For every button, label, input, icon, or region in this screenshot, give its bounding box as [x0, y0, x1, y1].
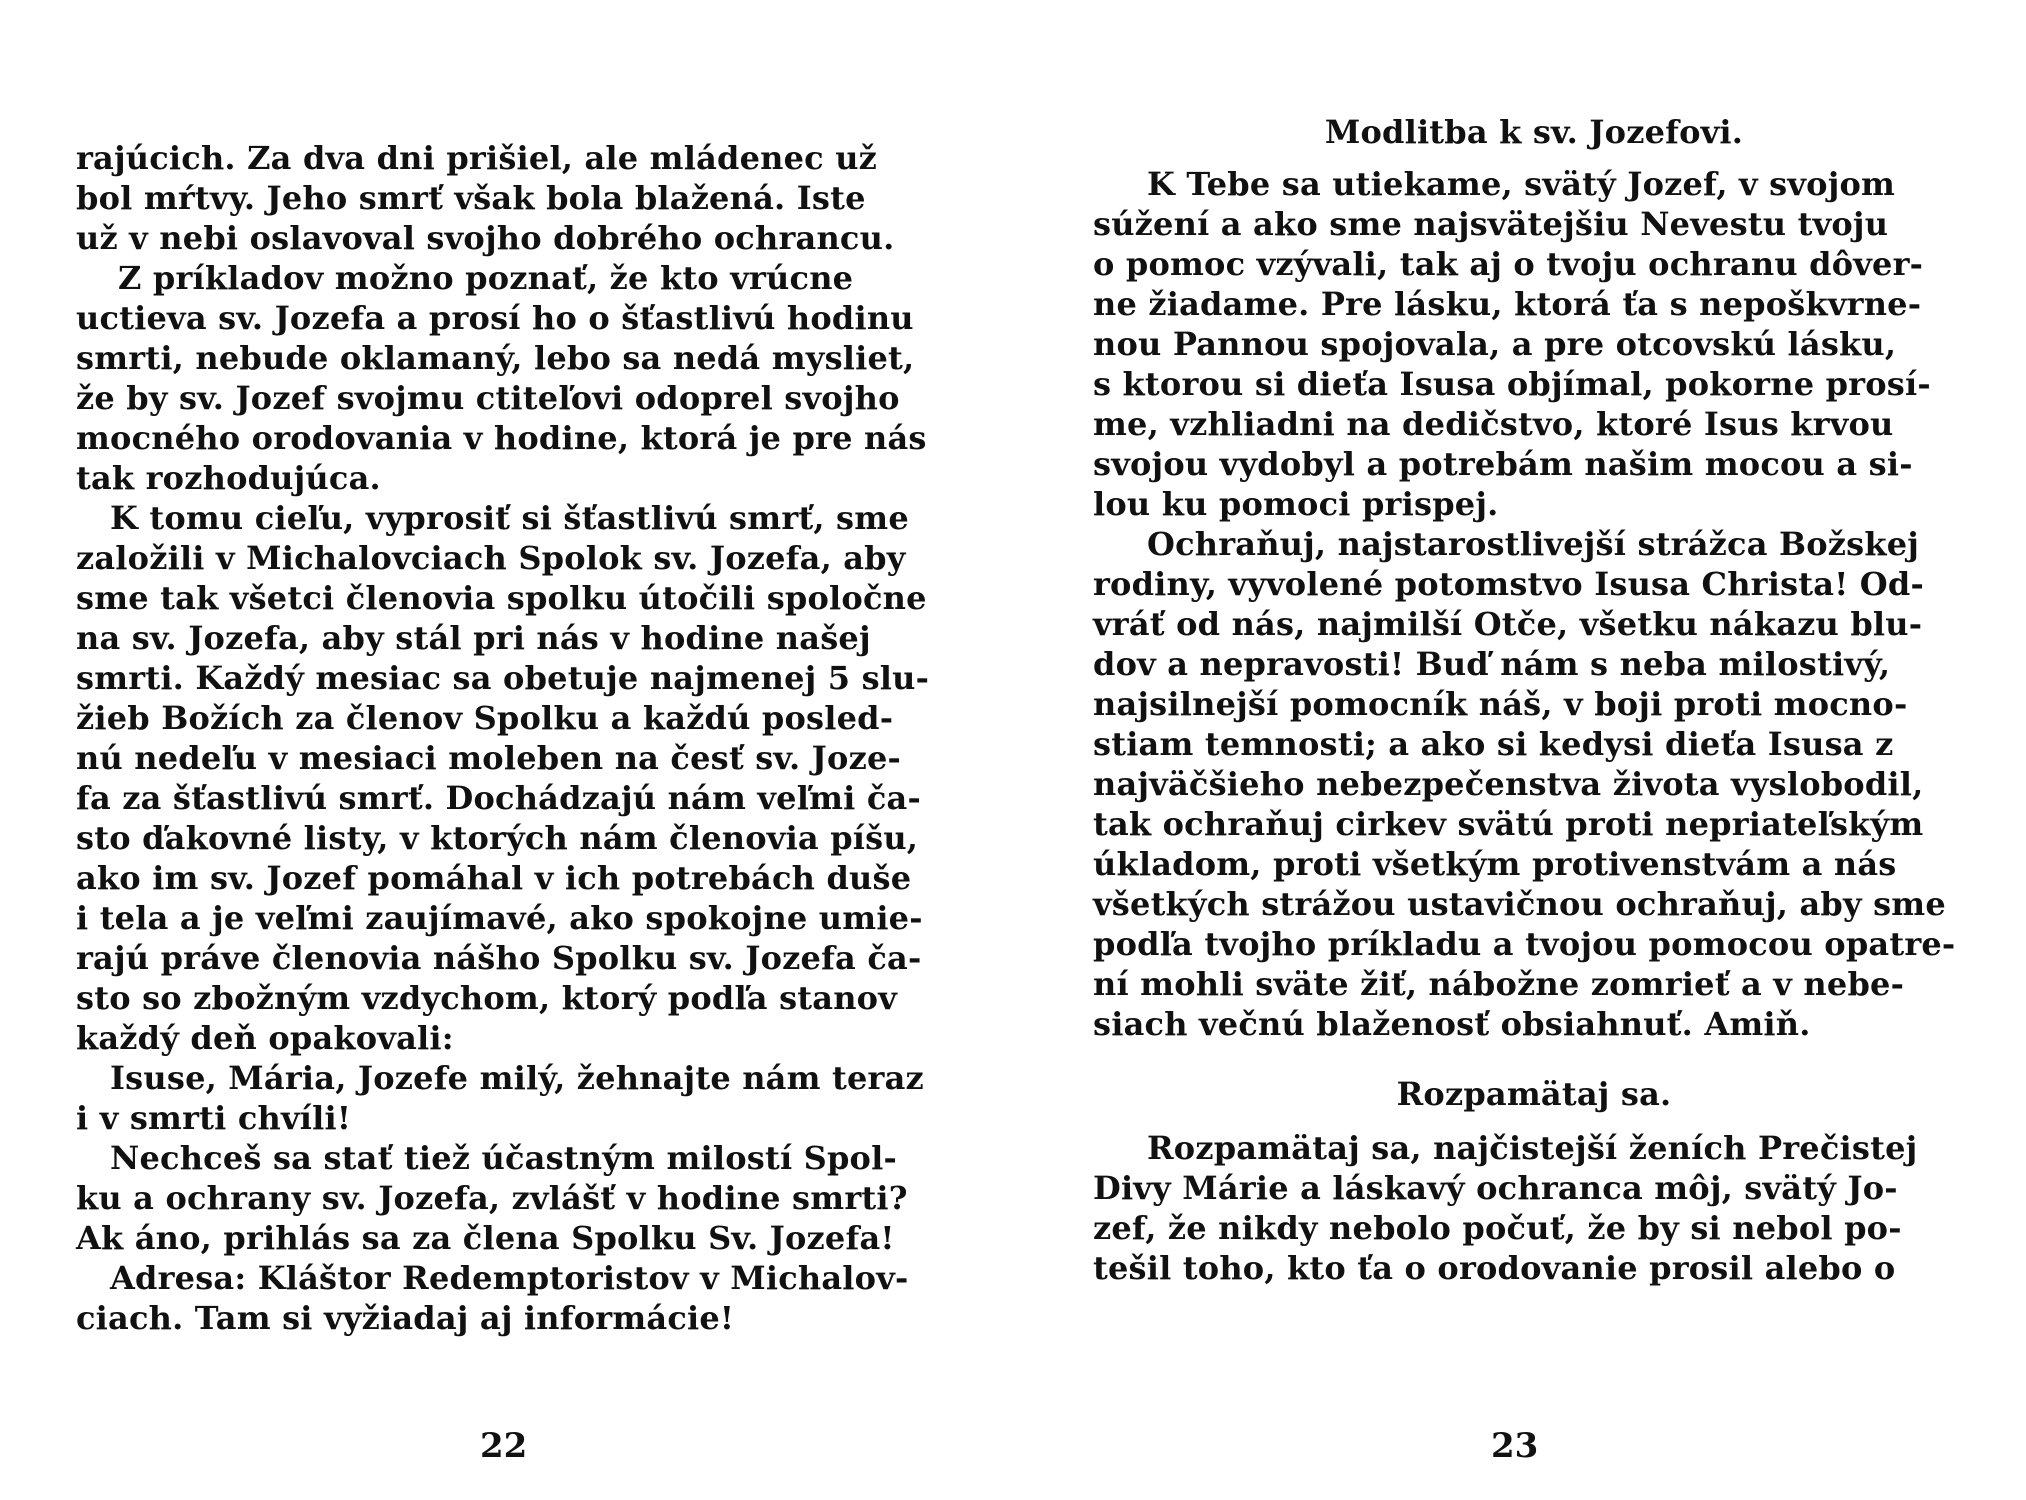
text-line: Nechceš sa stať tiež účastným milostí Spol- [110, 1139, 897, 1177]
text-line: Divy Márie a láskavý ochranca môj, svätý Jo- [1093, 1169, 1898, 1207]
prayer-heading: Modlitba k sv. Jozefovi. [1324, 113, 1744, 151]
page-number: 23 [1491, 1426, 1539, 1466]
text-line: smrti. Každý mesiac sa obetuje najmenej 5 slu- [76, 659, 930, 697]
text-line: úkladom, proti všetkým protivenstvám a nás [1093, 845, 1897, 883]
text-line: nú nedeľu v mesiaci moleben na česť sv. Joze- [76, 739, 901, 777]
text-line: svojou vydobyl a potrebám našim mocou a si- [1093, 445, 1913, 483]
text-line: Ak áno, prihlás sa za člena Spolku Sv. Jozefa! [76, 1219, 895, 1257]
text-line: tak ochraňuj cirkev svätú proti nepriateľským [1093, 805, 1924, 843]
text-line: už v nebi oslavoval svojho dobrého ochrancu. [76, 219, 895, 257]
text-line: Adresa: Kláštor Redemptoristov v Michalov- [110, 1259, 909, 1297]
text-line: dov a nepravosti! Buď nám s neba milostivý, [1093, 645, 1891, 683]
text-line: založili v Michalovciach Spolok sv. Jozefa, aby [76, 539, 906, 577]
text-line: Rozpamätaj sa, najčistejší ženích Prečistej [1147, 1129, 1918, 1167]
text-line: všetkých strážou ustavičnou ochraňuj, aby sme [1093, 885, 1946, 923]
text-line: Ochraňuj, najstarostlivejší strážca Božskej [1147, 525, 1920, 563]
text-line: uctieva sv. Jozefa a prosí ho o šťastlivú hodinu [76, 299, 914, 337]
text-line: ku a ochrany sv. Jozefa, zvlášť v hodine smrti? [76, 1179, 908, 1217]
text-line: i tela a je veľmi zaujímavé, ako spokojne umie- [76, 899, 923, 937]
text-line: tešil toho, kto ťa o orodovanie prosil alebo o [1093, 1249, 1896, 1287]
text-line: rajú práve členovia nášho Spolku sv. Jozefa ča- [76, 939, 922, 977]
text-line: žieb Božích za členov Spolku a každú posled- [76, 699, 894, 737]
text-line: že by sv. Jozef svojmu ctiteľovi odoprel svojho [76, 379, 900, 417]
text-line: siach večnú blaženosť obsiahnuť. Amiň. [1093, 1005, 1811, 1043]
text-line: fa za šťastlivú smrť. Dochádzajú nám veľmi ča- [76, 779, 921, 817]
left-page-text [76, 138, 956, 1338]
text-line: najväčšieho nebezpečenstva života vyslobodil, [1093, 765, 1924, 803]
text-line: rodiny, vyvolené potomstvo Isusa Christa! Od- [1093, 565, 1924, 603]
text-line: lou ku pomoci prispej. [1093, 485, 1499, 523]
text-line: sme tak všetci členovia spolku útočili spoločne [76, 579, 927, 617]
text-line: Z príkladov možno poznať, že kto vrúcne [118, 259, 854, 297]
right-page [1013, 0, 2026, 1500]
text-line: na sv. Jozefa, aby stál pri nás v hodine našej [76, 619, 871, 657]
text-line: najsilnejší pomocník náš, v boji proti mocno- [1093, 685, 1908, 723]
text-line: rajúcich. Za dva dni prišiel, ale mládenec už [76, 139, 878, 177]
text-line: nou Pannou spojovala, a pre otcovskú lásku, [1093, 325, 1897, 363]
text-line: ciach. Tam si vyžiadaj aj informácie! [76, 1299, 735, 1337]
text-line: s ktorou si dieťa Isusa objímal, pokorne prosí- [1093, 365, 1931, 403]
text-line: stiam temnosti; a ako si kedysi dieťa Isusa z [1093, 725, 1894, 763]
page-number: 22 [480, 1426, 528, 1466]
text-line: vráť od nás, najmilší Otče, všetku nákazu blu- [1093, 605, 1923, 643]
text-line: ní mohli sväte žiť, nábožne zomrieť a v nebe- [1093, 965, 1905, 1003]
text-line: ako im sv. Jozef pomáhal v ich potrebách duše [76, 859, 912, 897]
text-line: ne žiadame. Pre lásku, ktorá ťa s nepoškvrne- [1093, 285, 1922, 323]
text-line: tak rozhodujúca. [76, 459, 381, 497]
text-line: každý deň opakovali: [76, 1019, 454, 1057]
text-line: K Tebe sa utiekame, svätý Jozef, v svojom [1147, 165, 1896, 203]
text-line: o pomoc vzývali, tak aj o tvoju ochranu dôver- [1093, 245, 1924, 283]
text-line: i v smrti chvíli! [76, 1099, 352, 1137]
text-line: smrti, nebude oklamaný, lebo sa nedá mysliet, [76, 339, 915, 377]
text-line: bol mŕtvy. Jeho smrť však bola blažená. Iste [76, 179, 866, 217]
text-line: me, vzhliadni na dedičstvo, ktoré Isus krvou [1093, 405, 1894, 443]
text-line: súžení a ako sme najsvätejšiu Nevestu tvoju [1093, 205, 1889, 243]
text-line: podľa tvojho príkladu a tvojou pomocou opatre- [1093, 925, 1956, 963]
text-line: Isuse, Mária, Jozefe milý, žehnajte nám teraz [110, 1059, 924, 1097]
text-line: sto so zbožným vzdychom, ktorý podľa stanov [76, 979, 898, 1017]
right-page-text [1093, 112, 1975, 1288]
text-line: mocného orodovania v hodine, ktorá je pre nás [76, 419, 927, 457]
text-line: K tomu cieľu, vyprosiť si šťastlivú smrť, sme [110, 499, 909, 537]
text-line: sto ďakovné listy, v ktorých nám členovia píšu, [76, 819, 919, 857]
text-line: zef, že nikdy nebolo počuť, že by si nebol po- [1093, 1209, 1902, 1247]
prayer-heading: Rozpamätaj sa. [1396, 1075, 1672, 1113]
